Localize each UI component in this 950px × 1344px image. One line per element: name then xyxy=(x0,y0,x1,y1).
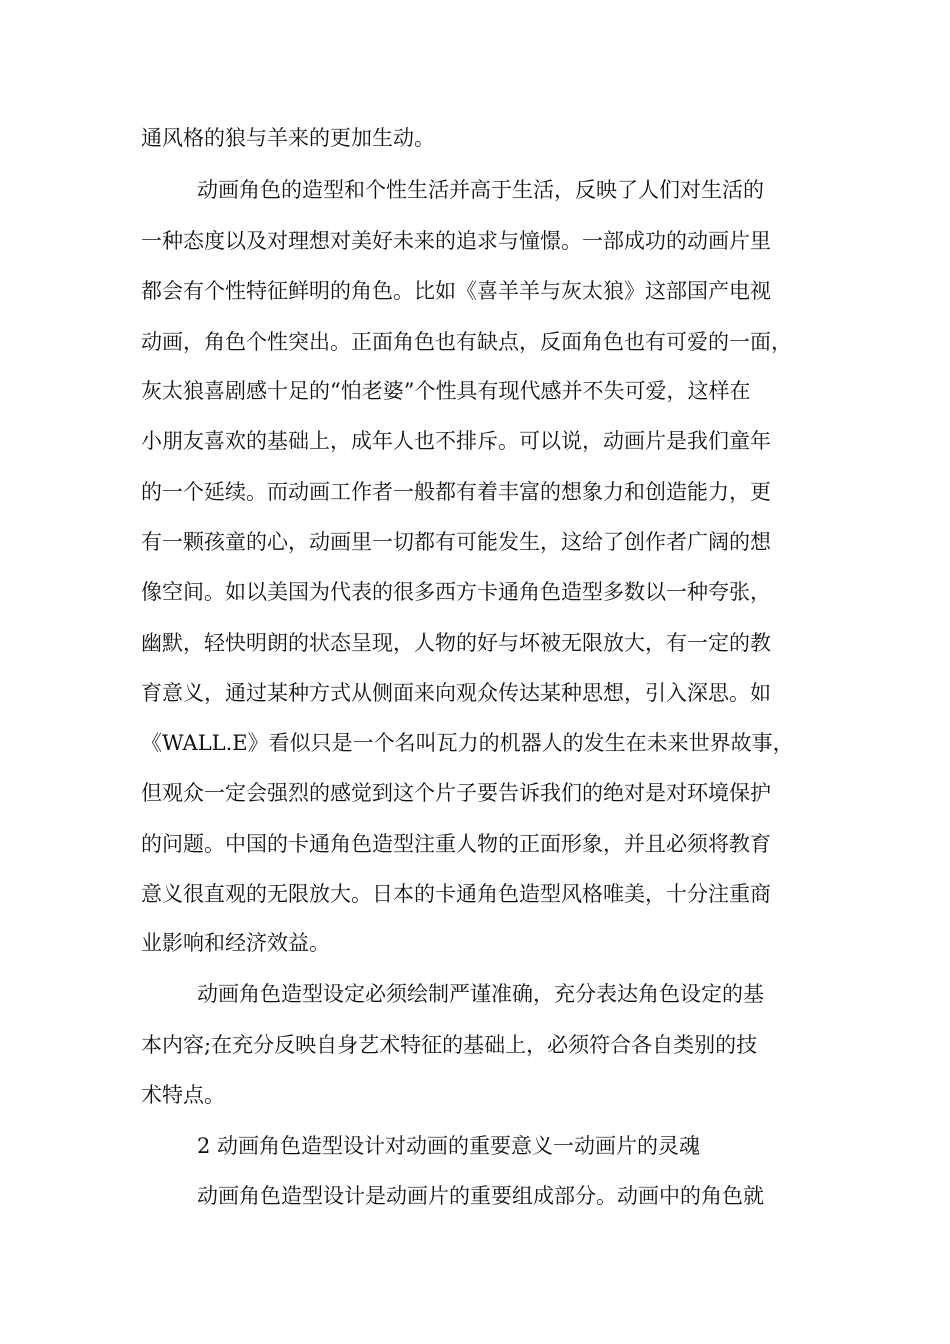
text-line: 像空间。如以美国为代表的很多西方卡通角色造型多数以一种夸张， xyxy=(141,580,771,604)
paragraph-start-line: 动画角色的造型和个性生活并高于生活，反映了人们对生活的 xyxy=(197,178,764,202)
text-line: 动画，角色个性突出。正面角色也有缺点，反面角色也有可爱的一面， xyxy=(141,330,792,354)
text-line: 灰太狼喜剧感十足的“怕老婆”个性具有现代感并不失可爱，这样在 xyxy=(141,379,751,403)
text-line: 一种态度以及对理想对美好未来的追求与憧憬。一部成功的动画片里 xyxy=(141,229,771,253)
text-line: 的一个延续。而动画工作者一般都有着丰富的想象力和创造能力，更 xyxy=(141,480,771,504)
text-line: 术特点。 xyxy=(141,1083,225,1107)
paragraph-start-line: 动画角色造型设定必须绘制严谨准确，充分表达角色设定的基 xyxy=(197,982,764,1006)
text-line: 育意义，通过某种方式从侧面来向观众传达某种思想，引入深思。如 xyxy=(141,681,771,705)
text-line: 《WALL.E》看似只是一个名叫瓦力的机器人的发生在未来世界故事， xyxy=(141,731,794,755)
text-line: 的问题。中国的卡通角色造型注重人物的正面形象，并且必须将教育 xyxy=(141,832,771,856)
text-line: 幽默，轻快明朗的状态呈现，人物的好与坏被无限放大，有一定的教 xyxy=(141,631,771,655)
text-line: 有一颗孩童的心，动画里一切都有可能发生，这给了创作者广阔的想 xyxy=(141,530,771,554)
paragraph-start-line: 动画角色造型设计是动画片的重要组成部分。动画中的角色就 xyxy=(197,1184,764,1208)
text-line: 小朋友喜欢的基础上，成年人也不排斥。可以说，动画片是我们童年 xyxy=(141,429,771,453)
text-line: 意义很直观的无限放大。日本的卡通角色造型风格唯美，十分注重商 xyxy=(141,882,771,906)
text-line: 本内容;在充分反映自身艺术特征的基础上，必须符合各自类别的技 xyxy=(141,1033,758,1057)
text-line: 但观众一定会强烈的感觉到这个片子要告诉我们的绝对是对环境保护 xyxy=(141,781,771,805)
text-line: 通风格的狼与羊来的更加生动。 xyxy=(141,126,435,150)
text-line: 业影响和经济效益。 xyxy=(141,931,330,955)
text-line: 都会有个性特征鲜明的角色。比如《喜羊羊与灰太狼》这部国产电视 xyxy=(141,279,771,303)
section-heading: 2 动画角色造型设计对动画的重要意义一动画片的灵魂 xyxy=(197,1134,701,1158)
